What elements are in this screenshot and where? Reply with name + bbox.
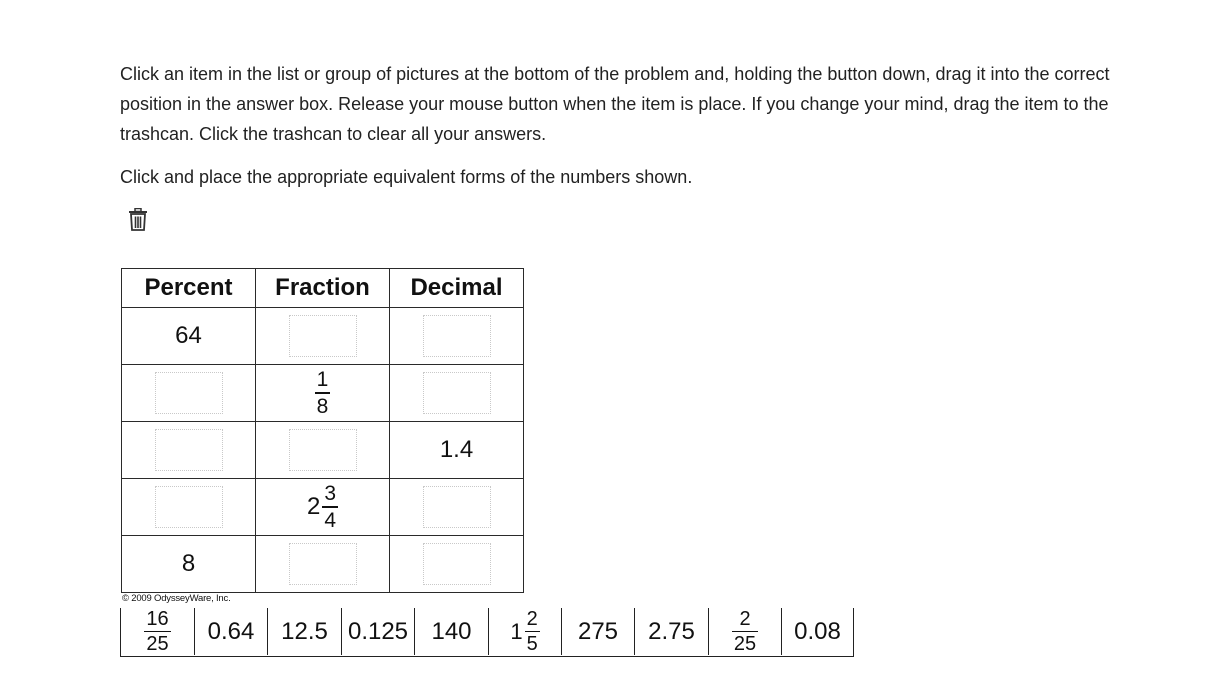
- answer-tile[interactable]: 0.125: [341, 608, 414, 655]
- trash-icon[interactable]: [128, 208, 148, 232]
- percent-cell: [122, 479, 256, 536]
- fraction-numerator: 2: [739, 607, 751, 630]
- table-row: [122, 536, 524, 593]
- answer-tile[interactable]: 140: [414, 608, 488, 655]
- answer-table: [121, 268, 524, 593]
- drop-zone[interactable]: [423, 372, 491, 414]
- fraction-bar: [315, 392, 331, 394]
- fraction-denominator: 25: [146, 633, 169, 656]
- fraction: [732, 609, 758, 655]
- decimal-cell: [390, 308, 524, 365]
- decimal-cell: [390, 536, 524, 593]
- fraction: [315, 369, 331, 417]
- answer-tile[interactable]: [708, 608, 781, 655]
- given-fraction: [256, 479, 390, 536]
- drop-zone[interactable]: [423, 315, 491, 357]
- answer-tile[interactable]: [488, 608, 561, 655]
- fraction-numerator: 1: [316, 368, 329, 392]
- drop-zone[interactable]: [155, 372, 223, 414]
- mixed-whole: 1: [510, 618, 523, 644]
- percent-cell: [122, 365, 256, 422]
- drop-zone[interactable]: [289, 543, 357, 585]
- copyright-text: © 2009 OdysseyWare, Inc.: [122, 593, 231, 604]
- fraction-cell: [256, 536, 390, 593]
- mixed-number: [307, 483, 338, 531]
- answer-bank: [120, 608, 854, 657]
- answer-tile[interactable]: [121, 608, 194, 655]
- drop-zone[interactable]: [423, 486, 491, 528]
- fraction-cell: [256, 308, 390, 365]
- header-decimal: Decimal: [390, 269, 524, 308]
- fraction-denominator: 5: [526, 633, 538, 656]
- drop-zone[interactable]: [289, 429, 357, 471]
- fraction: [525, 609, 540, 655]
- instructions-task-text: Click and place the appropriate equivalent forms of the numbers shown.: [120, 167, 693, 187]
- instructions-drag-text: Click an item in the list or group of pictures at the bottom of the problem and, holding the button down, drag it into the correct position in the answer box. Release your mouse button when the item is place. If you change your mind, drag the item to the trashcan. Click the trashcan to clear all your answers.: [120, 64, 1110, 144]
- instructions: [120, 59, 1160, 192]
- fraction-bar: [525, 631, 540, 633]
- drop-zone[interactable]: [289, 315, 357, 357]
- answer-tile[interactable]: 275: [561, 608, 634, 655]
- given-percent: 64: [122, 308, 256, 365]
- answer-table-header: [122, 269, 524, 308]
- answer-tile[interactable]: 0.64: [194, 608, 267, 655]
- fraction-denominator: 8: [316, 394, 329, 418]
- given-decimal: 1.4: [390, 422, 524, 479]
- fraction-denominator: 4: [324, 508, 337, 532]
- table-row: [122, 308, 524, 365]
- given-fraction: [256, 365, 390, 422]
- fraction-bar: [144, 631, 170, 633]
- table-row: [122, 479, 524, 536]
- fraction-bar: [322, 506, 338, 508]
- answer-tile[interactable]: 2.75: [634, 608, 708, 655]
- fraction: [144, 609, 170, 655]
- header-fraction: Fraction: [256, 269, 390, 308]
- mixed-number: [510, 609, 539, 655]
- answer-tile[interactable]: 0.08: [781, 608, 853, 655]
- decimal-cell: [390, 479, 524, 536]
- fraction-numerator: 16: [146, 607, 169, 630]
- percent-cell: [122, 422, 256, 479]
- fraction-cell: [256, 422, 390, 479]
- fraction-numerator: 2: [526, 607, 538, 630]
- fraction: [322, 483, 338, 531]
- fraction-bar: [732, 631, 758, 633]
- answer-tile[interactable]: 12.5: [267, 608, 341, 655]
- table-row: [122, 422, 524, 479]
- table-row: [122, 365, 524, 422]
- drop-zone[interactable]: [155, 429, 223, 471]
- drop-zone[interactable]: [155, 486, 223, 528]
- header-percent: Percent: [122, 269, 256, 308]
- fraction-denominator: 25: [733, 633, 757, 656]
- mixed-whole: 2: [306, 493, 321, 520]
- decimal-cell: [390, 365, 524, 422]
- drop-zone[interactable]: [423, 543, 491, 585]
- given-percent: 8: [122, 536, 256, 593]
- fraction-numerator: 3: [324, 482, 337, 506]
